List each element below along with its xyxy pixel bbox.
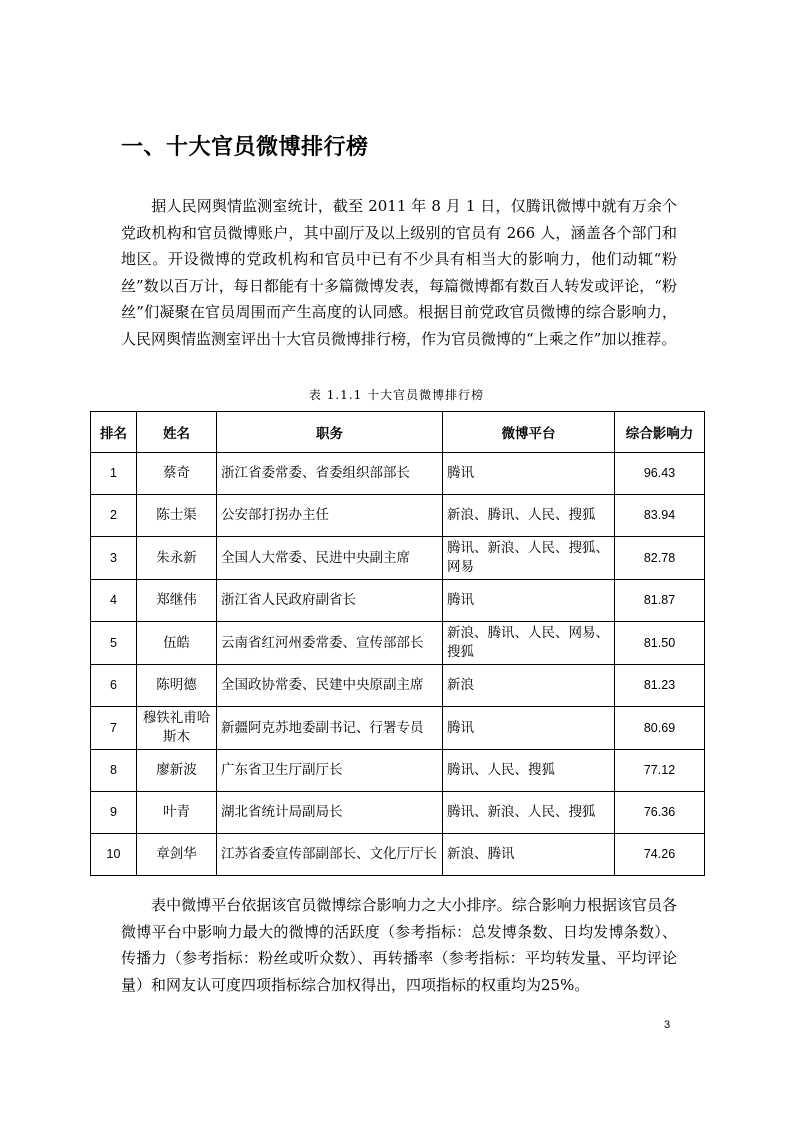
cell-influence: 96.43: [615, 453, 705, 495]
header-position: 职务: [217, 412, 443, 453]
cell-position: 新疆阿克苏地委副书记、行署专员: [217, 707, 443, 750]
cell-name: 朱永新: [137, 537, 217, 580]
cell-rank: 9: [91, 792, 137, 834]
table-row: [91, 495, 705, 537]
cell-name: 廖新波: [137, 750, 217, 792]
cell-position: 公安部打拐办主任: [217, 495, 443, 537]
cell-rank: 5: [91, 622, 137, 665]
cell-position: 全国人大常委、民进中央副主席: [217, 537, 443, 580]
cell-platform: 新浪、腾讯、人民、搜狐: [443, 495, 615, 537]
cell-rank: 3: [91, 537, 137, 580]
cell-rank: 7: [91, 707, 137, 750]
table-row: [91, 750, 705, 792]
cell-platform: 腾讯、人民、搜狐: [443, 750, 615, 792]
cell-influence: 80.69: [615, 707, 705, 750]
table-row: [91, 580, 705, 622]
cell-position: 云南省红河州委常委、宣传部部长: [217, 622, 443, 665]
cell-position: 湖北省统计局副局长: [217, 792, 443, 834]
table-row: [91, 665, 705, 707]
section-heading: 一、十大官员微博排行榜: [121, 135, 369, 160]
ranking-table: [90, 411, 705, 876]
cell-rank: 1: [91, 453, 137, 495]
cell-influence: 83.94: [615, 495, 705, 537]
table-row: [91, 453, 705, 495]
cell-name: 陈明德: [137, 665, 217, 707]
header-rank: 排名: [91, 412, 137, 453]
table-caption: 表 1.1.1 十大官员微博排行榜: [308, 388, 485, 402]
cell-influence: 81.23: [615, 665, 705, 707]
table-row: [91, 622, 705, 665]
intro-paragraph: 据人民网舆情监测室统计，截至 2011 年 8 月 1 日，仅腾讯微博中就有万余个党政机构和官员微博账户，其中副厅及以上级别的官员有 266 人，涵盖各个部门和地区。开设微博的党政机构和官员中已有不少具有相当大的影响力，他们动辄“粉丝”数以百万计，每日都能有十多篇微博发表，每篇微博都有数百人转发或评论，“粉丝”们凝聚在官员周围而产生高度的认同感。根据目前党政官员微博的综合影响力，人民网舆情监测室评出十大官员微博排行榜，作为官员微博的“上乘之作”加以推荐。: [121, 197, 677, 348]
cell-position: 浙江省人民政府副省长: [217, 580, 443, 622]
cell-name: 蔡奇: [137, 453, 217, 495]
table-row: [91, 537, 705, 580]
cell-platform: 新浪、腾讯、人民、网易、搜狐: [443, 622, 615, 665]
cell-influence: 81.87: [615, 580, 705, 622]
table-body: [91, 453, 705, 876]
cell-name: 陈士渠: [137, 495, 217, 537]
cell-name: 郑继伟: [137, 580, 217, 622]
cell-platform: 新浪: [443, 665, 615, 707]
cell-platform: 腾讯、新浪、人民、搜狐、网易: [443, 537, 615, 580]
page-number: 3: [664, 1019, 671, 1031]
table-row: [91, 707, 705, 750]
cell-name: 穆铁礼甫哈斯木: [137, 707, 217, 750]
cell-position: 广东省卫生厅副厅长: [217, 750, 443, 792]
cell-influence: 76.36: [615, 792, 705, 834]
cell-platform: 腾讯: [443, 580, 615, 622]
cell-name: 章剑华: [137, 834, 217, 876]
cell-rank: 4: [91, 580, 137, 622]
cell-rank: 2: [91, 495, 137, 537]
cell-position: 江苏省委宣传部副部长、文化厅厅长: [217, 834, 443, 876]
cell-platform: 腾讯: [443, 453, 615, 495]
header-platform: 微博平台: [443, 412, 615, 453]
header-influence: 综合影响力: [615, 412, 705, 453]
cell-position: 全国政协常委、民建中央原副主席: [217, 665, 443, 707]
cell-rank: 6: [91, 665, 137, 707]
cell-platform: 腾讯: [443, 707, 615, 750]
cell-platform: 腾讯、新浪、人民、搜狐: [443, 792, 615, 834]
table-header-row: [91, 412, 705, 453]
cell-name: 叶青: [137, 792, 217, 834]
cell-platform: 新浪、腾讯: [443, 834, 615, 876]
cell-influence: 77.12: [615, 750, 705, 792]
outro-paragraph: 表中微博平台依据该官员微博综合影响力之大小排序。综合影响力根据该官员各微博平台中影响力最大的微博的活跃度（参考指标：总发博条数、日均发博条数）、传播力（参考指标：粉丝或听众数）、再转播率（参考指标：平均转发量、平均评论量）和网友认可度四项指标综合加权得出，四项指标的权重均为25%。: [121, 896, 677, 994]
cell-rank: 10: [91, 834, 137, 876]
cell-influence: 82.78: [615, 537, 705, 580]
cell-influence: 81.50: [615, 622, 705, 665]
header-name: 姓名: [137, 412, 217, 453]
cell-position: 浙江省委常委、省委组织部部长: [217, 453, 443, 495]
table-row: [91, 792, 705, 834]
cell-influence: 74.26: [615, 834, 705, 876]
cell-rank: 8: [91, 750, 137, 792]
table-row: [91, 834, 705, 876]
cell-name: 伍皓: [137, 622, 217, 665]
